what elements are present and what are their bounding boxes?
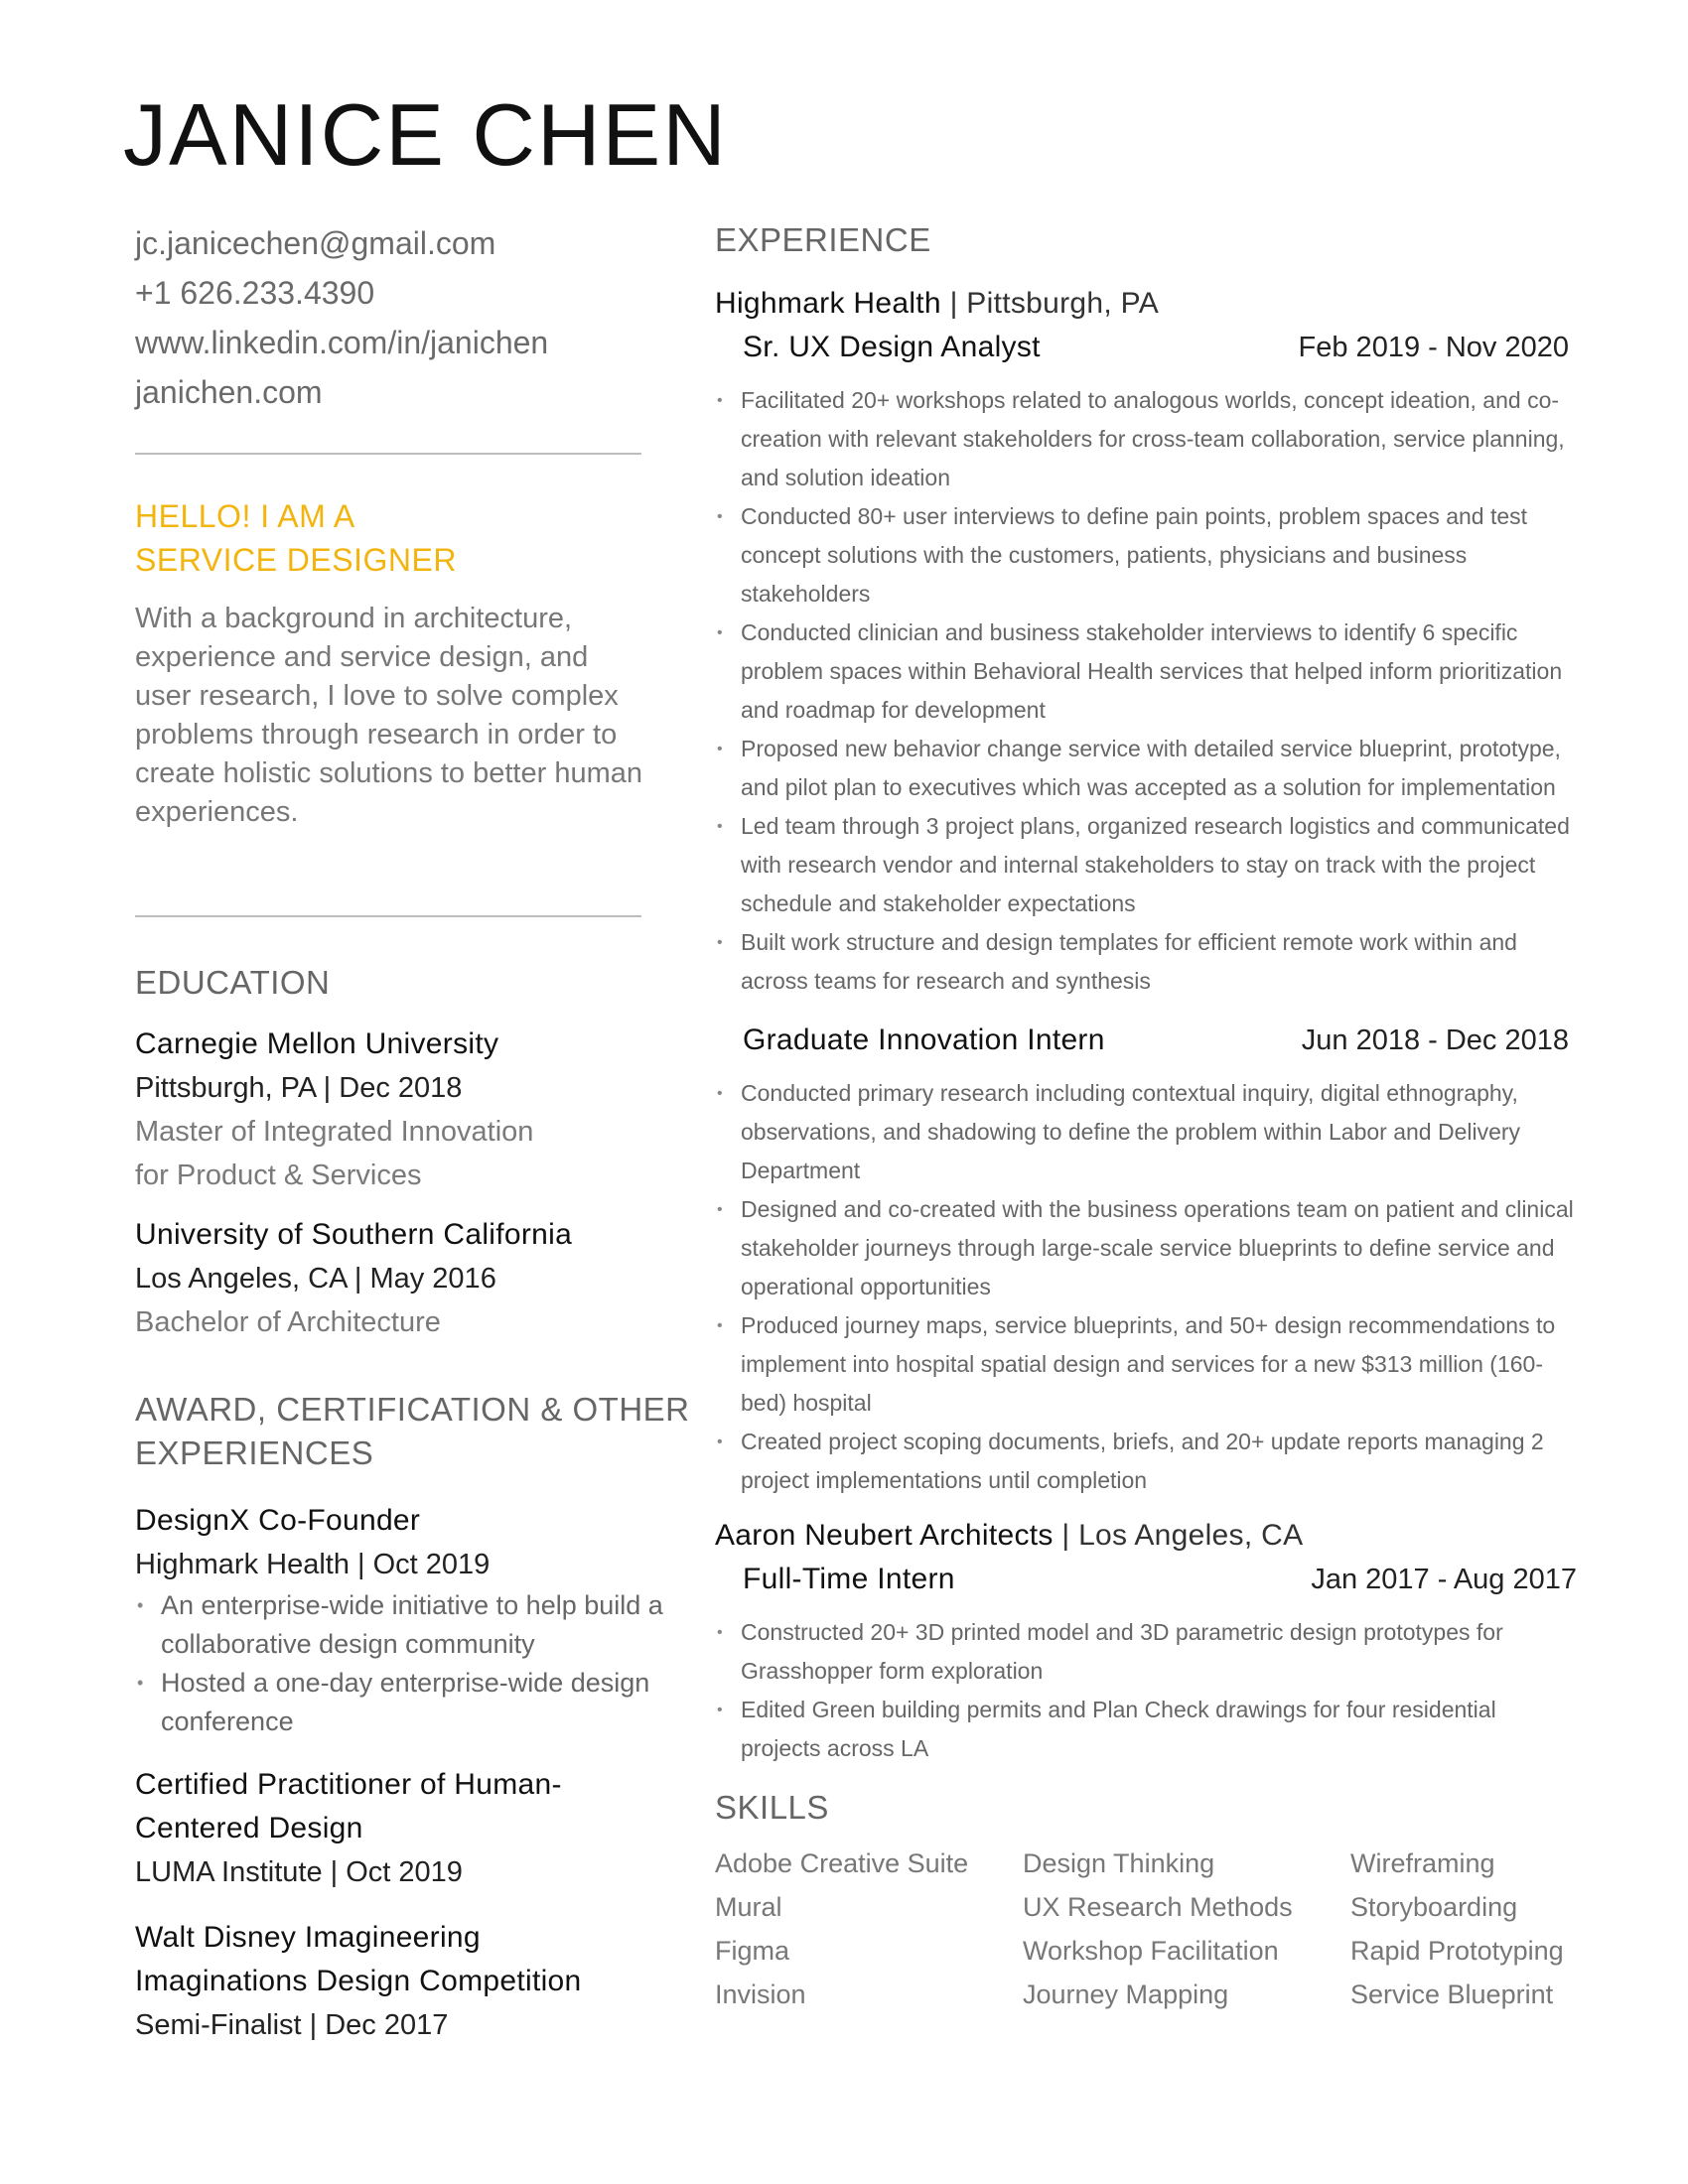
bullet-item: • Led team through 3 project plans, organized research logistics and communicated with research vendor and internal stakeholders to stay on track with the project schedule and stakeholder expectations [715,807,1579,923]
right-column [715,218,1589,2016]
company-line [715,282,1589,326]
contact-website[interactable]: janichen.com [135,374,323,410]
resume-name: JANICE CHEN [123,85,728,184]
bullet-item: • Facilitated 20+ workshops related to analogous worlds, concept ideation, and co-creation with relevant stakeholders for cross-team collaboration, service planning, and solution ideation [715,381,1579,497]
bullet-item: • Conducted clinician and business stakeholder interviews to identify 6 specific problem spaces within Behavioral Health services that helped inform prioritization and roadmap for development [715,614,1579,730]
contact-linkedin[interactable]: www.linkedin.com/in/janichen [135,325,549,360]
skill-item: Wireframing [1350,1848,1495,1878]
company-location: | Pittsburgh, PA [949,287,1160,320]
contact-block [135,218,691,417]
skill-item: Workshop Facilitation [1023,1936,1279,1966]
company-block [715,282,1589,1500]
skill-item: Adobe Creative Suite [715,1848,969,1878]
role-dates: Jun 2018 - Dec 2018 [1301,1024,1569,1056]
bullet-item: • Created project scoping documents, briefs, and 20+ update reports managing 2 project implementations until completion [715,1423,1579,1500]
awards-title-line-1: AWARD, CERTIFICATION & OTHER [135,1391,690,1428]
bullet-item: • Built work structure and design templates for efficient remote work within and across teams for research and synthesis [715,923,1579,1001]
role-title: Full-Time Intern [743,1563,955,1595]
company-name: Aaron Neubert Architects [715,1519,1054,1552]
award-org-date: Semi-Finalist | Dec 2017 [135,2009,449,2041]
award-title-line-2: Imaginations Design Competition [135,1965,582,1997]
skills-grid [715,1842,1589,2016]
bullet-item: • Proposed new behavior change service with detailed service blueprint, prototype, and pilot plan to executives which was accepted as a solution for implementation [715,730,1579,807]
role-dates: Jan 2017 - Aug 2017 [1311,1564,1577,1595]
contact-phone[interactable]: +1 626.233.4390 [135,275,375,311]
role-title: Sr. UX Design Analyst [743,331,1041,363]
school-location-date: Pittsburgh, PA | Dec 2018 [135,1072,463,1104]
school-location-date: Los Angeles, CA | May 2016 [135,1263,496,1295]
role-bullets [715,1074,1579,1500]
award-bullets [135,1586,691,1741]
role-row [715,1558,1589,1601]
award-item [135,1763,691,1894]
role-title: Graduate Innovation Intern [743,1024,1105,1056]
bullet-item: • Conducted primary research including contextual inquiry, digital ethnography, observations, and shadowing to define the problem within Labor and Delivery Department [715,1074,1579,1190]
skill-item: Service Blueprint [1350,1979,1554,2009]
education-title: EDUCATION [135,964,331,1001]
degree-line: Master of Integrated Innovation [135,1116,534,1148]
company-location: | Los Angeles, CA [1061,1519,1304,1552]
bullet-item: • Hosted a one-day enterprise-wide design conference [135,1664,691,1741]
skill-item: Invision [715,1979,806,2009]
skill-item: UX Research Methods [1023,1892,1293,1922]
award-title-line-1: Walt Disney Imagineering [135,1921,481,1954]
skill-item: Rapid Prototyping [1350,1936,1564,1966]
skill-item: Storyboarding [1350,1892,1518,1922]
hello-line-2: SERVICE DESIGNER [135,542,457,578]
company-line [715,1514,1589,1558]
bullet-item: • Conducted 80+ user interviews to define pain points, problem spaces and test concept solutions with the customers, patients, physicians and business stakeholders [715,497,1579,614]
award-title: DesignX Co-Founder [135,1504,421,1537]
role-dates: Feb 2019 - Nov 2020 [1298,332,1569,363]
education-item [135,1023,691,1197]
award-item [135,1916,691,2047]
contact-email[interactable]: jc.janicechen@gmail.com [135,225,496,261]
school-name: University of Southern California [135,1218,573,1251]
skills-title: SKILLS [715,1789,829,1826]
role-row [715,326,1589,369]
role-bullets [715,1613,1579,1768]
degree-line: for Product & Services [135,1160,422,1191]
bullet-item: • Designed and co-created with the business operations team on patient and clinical stakeholder journeys through large-scale service blueprints to define service and operational opportunities [715,1190,1579,1306]
divider [135,453,641,455]
divider [135,915,641,917]
company-name: Highmark Health [715,287,941,320]
degree-line: Bachelor of Architecture [135,1306,441,1338]
intro-paragraph: With a background in architecture, experience and service design, and user research, I love to solve complex problems through research in order to create holistic solutions to better human experiences. [135,603,642,828]
skill-item: Mural [715,1892,782,1922]
experience-title: EXPERIENCE [715,221,931,258]
awards-title-line-2: EXPERIENCES [135,1434,374,1471]
education-item [135,1213,691,1344]
bullet-item: • Edited Green building permits and Plan Check drawings for four residential projects across LA [715,1691,1579,1768]
company-block [715,1514,1589,1768]
left-column [135,218,691,2047]
bullet-item: • Constructed 20+ 3D printed model and 3D parametric design prototypes for Grasshopper form exploration [715,1613,1579,1691]
bullet-item: • An enterprise-wide initiative to help build a collaborative design community [135,1586,691,1664]
award-org-date: Highmark Health | Oct 2019 [135,1549,491,1580]
skill-item: Journey Mapping [1023,1979,1229,2009]
awards-title [135,1388,691,1475]
school-name: Carnegie Mellon University [135,1027,499,1060]
role-bullets [715,381,1579,1001]
award-title-line-1: Certified Practitioner of Human- [135,1768,562,1801]
hello-line-1: HELLO! I AM A [135,498,355,534]
role-row [715,1019,1589,1062]
skill-item: Design Thinking [1023,1848,1215,1878]
bullet-item: • Produced journey maps, service blueprints, and 50+ design recommendations to implement into hospital spatial design and services for a new $313 million (160-bed) hospital [715,1306,1579,1423]
award-item [135,1499,691,1741]
award-org-date: LUMA Institute | Oct 2019 [135,1856,463,1888]
award-title-line-2: Centered Design [135,1812,363,1844]
hello-heading [135,494,691,582]
skill-item: Figma [715,1936,790,1966]
